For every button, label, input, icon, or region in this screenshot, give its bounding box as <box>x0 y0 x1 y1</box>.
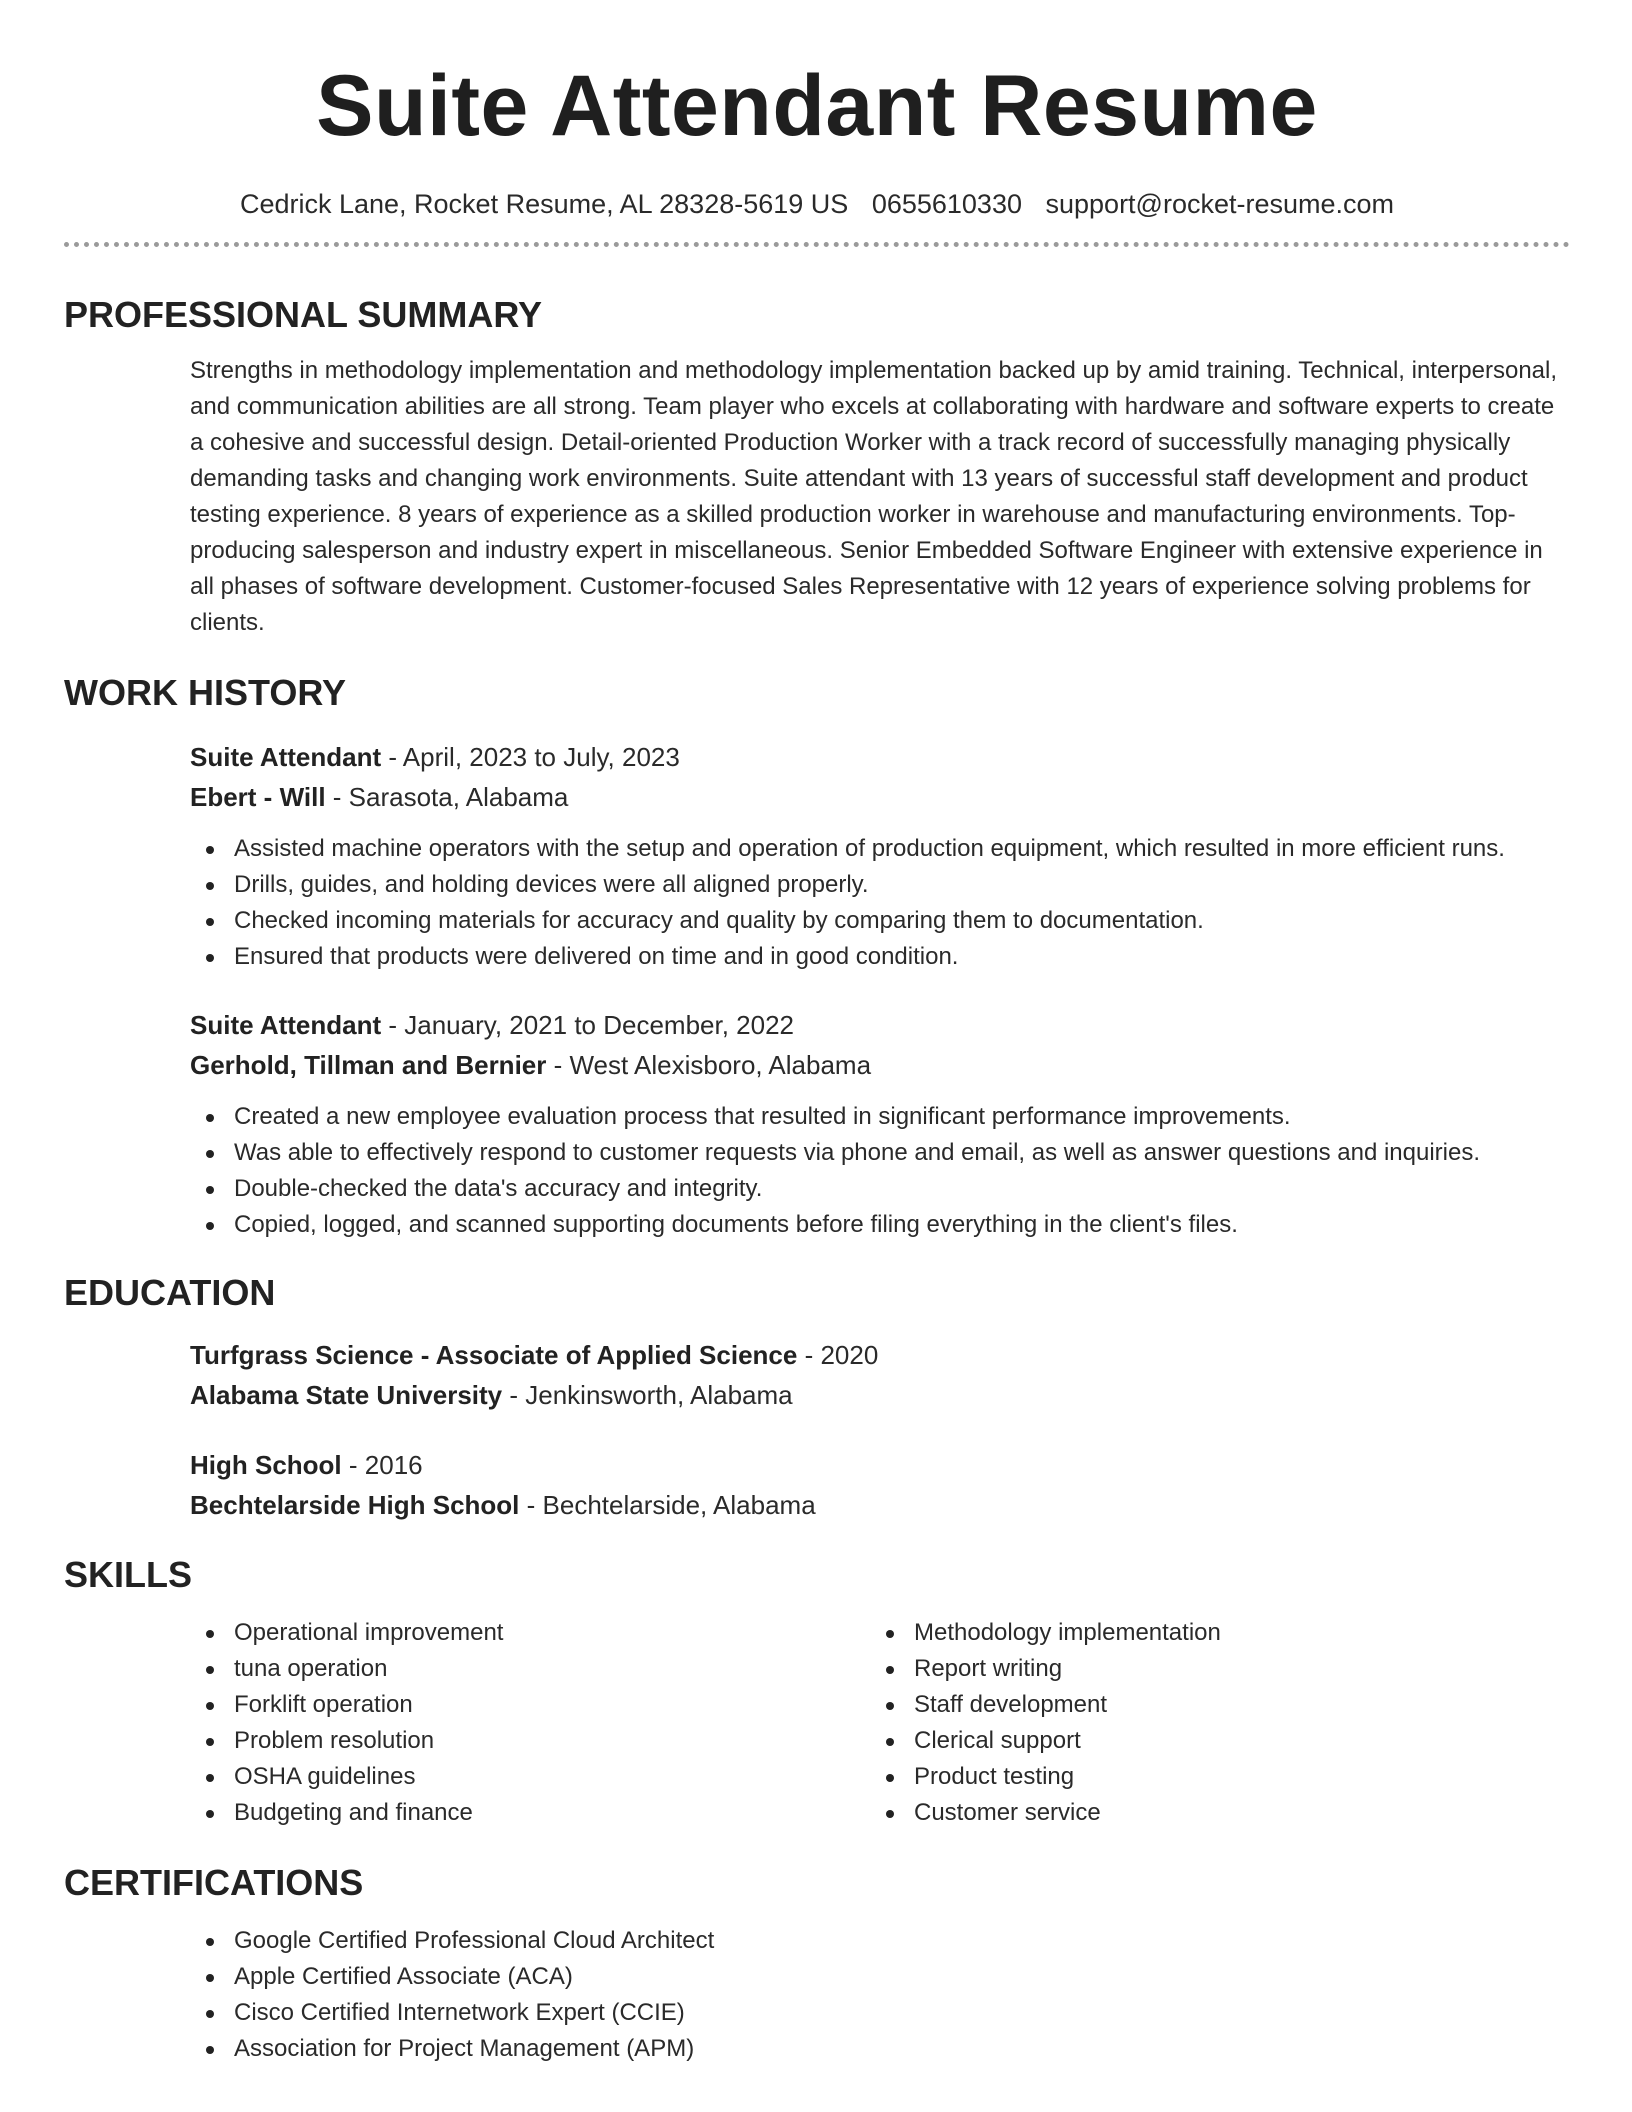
skills-column-left <box>190 1615 870 1831</box>
skill-item: Budgeting and finance <box>190 1795 870 1831</box>
summary-text: Strengths in methodology implementation and methodology implementation backed up by amid training. Technical, interpersonal, and communication abilities are all strong. Team player who excels at collaborating with hardware and software experts to create a cohesive and successful design. Detail-oriented Production Worker with a track record of successfully managing physically demanding tasks and changing work environments. Suite attendant with 13 years of successful staff development and product testing experience. 8 years of experience as a skilled production worker in warehouse and manufacturing environments. Top-producing salesperson and industry expert in miscellaneous. Senior Embedded Software Engineer with extensive experience in all phases of software development. Customer-focused Sales Representative with 12 years of experience solving problems for clients. <box>190 357 1558 636</box>
skill-item: Clerical support <box>870 1723 1550 1759</box>
skills-heading: SKILLS <box>64 1554 193 1595</box>
certifications-list-wrap <box>190 1923 1570 2067</box>
resume-title: Suite Attendant Resume <box>316 58 1318 154</box>
education-location: - Bechtelarside, Alabama <box>519 1490 816 1520</box>
skill-item: Product testing <box>870 1759 1550 1795</box>
skills-grid <box>190 1615 1570 1831</box>
skill-item: Operational improvement <box>190 1615 870 1651</box>
education-year: - 2020 <box>797 1340 879 1370</box>
education-school: Alabama State University <box>190 1380 503 1410</box>
skill-item: tuna operation <box>190 1651 870 1687</box>
job-bullet: Assisted machine operators with the setup and operation of production equipment, which resulted in more efficient runs. <box>190 831 1570 867</box>
summary-heading: PROFESSIONAL SUMMARY <box>64 294 543 335</box>
job-bullet: Drills, guides, and holding devices were all aligned properly. <box>190 867 1570 903</box>
contact-address: Cedrick Lane, Rocket Resume, AL 28328-5619 US <box>239 189 849 219</box>
skills-column-right <box>870 1615 1550 1831</box>
job-company: Ebert - Will <box>190 782 326 812</box>
job-bullets <box>190 1099 1570 1243</box>
skill-item: Methodology implementation <box>870 1615 1550 1651</box>
contact-email: support@rocket-resume.com <box>1045 189 1395 219</box>
job-bullet: Was able to effectively respond to customer requests via phone and email, as well as answer questions and inquiries. <box>190 1135 1570 1171</box>
job-bullet: Copied, logged, and scanned supporting documents before filing everything in the client's files. <box>190 1207 1570 1243</box>
skill-item: Problem resolution <box>190 1723 870 1759</box>
certification-item: Apple Certified Associate (ACA) <box>190 1959 1570 1995</box>
header-divider <box>64 242 1570 247</box>
job-title: Suite Attendant <box>190 742 382 772</box>
job-bullet: Ensured that products were delivered on time and in good condition. <box>190 939 1570 975</box>
job-entry <box>190 1005 1570 1243</box>
skill-item: OSHA guidelines <box>190 1759 870 1795</box>
education-degree-line <box>190 1335 1570 1375</box>
job-company: Gerhold, Tillman and Bernier <box>190 1050 547 1080</box>
job-title-line <box>190 1005 1570 1045</box>
certifications-list <box>190 1923 1570 2067</box>
education-school-line <box>190 1485 1570 1525</box>
job-dates: - January, 2021 to December, 2022 <box>381 1010 795 1040</box>
certification-item: Association for Project Management (APM) <box>190 2031 1570 2067</box>
skill-item: Customer service <box>870 1795 1550 1831</box>
education-location: - Jenkinsworth, Alabama <box>502 1380 793 1410</box>
job-bullet: Double-checked the data's accuracy and integrity. <box>190 1171 1570 1207</box>
education-year: - 2016 <box>341 1450 423 1480</box>
education-entry <box>190 1445 1570 1525</box>
education-heading: EDUCATION <box>64 1272 276 1313</box>
job-location: - West Alexisboro, Alabama <box>546 1050 872 1080</box>
education-school: Bechtelarside High School <box>190 1490 520 1520</box>
job-bullet: Created a new employee evaluation process that resulted in significant performance improvements. <box>190 1099 1570 1135</box>
certification-item: Cisco Certified Internetwork Expert (CCIE) <box>190 1995 1570 2031</box>
education-degree-line <box>190 1445 1570 1485</box>
contact-phone: 0655610330 <box>871 189 1022 219</box>
job-location: - Sarasota, Alabama <box>325 782 569 812</box>
resume-page <box>64 0 1570 2067</box>
education-school-line <box>190 1375 1570 1415</box>
skill-item: Staff development <box>870 1687 1550 1723</box>
work-history-heading: WORK HISTORY <box>64 672 347 713</box>
education-degree: High School <box>190 1450 342 1480</box>
job-bullet: Checked incoming materials for accuracy and quality by comparing them to documentation. <box>190 903 1570 939</box>
skill-item: Forklift operation <box>190 1687 870 1723</box>
job-title: Suite Attendant <box>190 1010 382 1040</box>
skill-item: Report writing <box>870 1651 1550 1687</box>
job-dates: - April, 2023 to July, 2023 <box>381 742 680 772</box>
job-bullets <box>190 831 1570 975</box>
contact-line <box>64 184 1570 224</box>
certifications-heading: CERTIFICATIONS <box>64 1862 364 1903</box>
job-company-line <box>190 1045 1570 1085</box>
job-entry <box>190 737 1570 975</box>
job-title-line <box>190 737 1570 777</box>
certification-item: Google Certified Professional Cloud Architect <box>190 1923 1570 1959</box>
education-entry <box>190 1335 1570 1415</box>
job-company-line <box>190 777 1570 817</box>
education-degree: Turfgrass Science - Associate of Applied Science <box>190 1340 798 1370</box>
